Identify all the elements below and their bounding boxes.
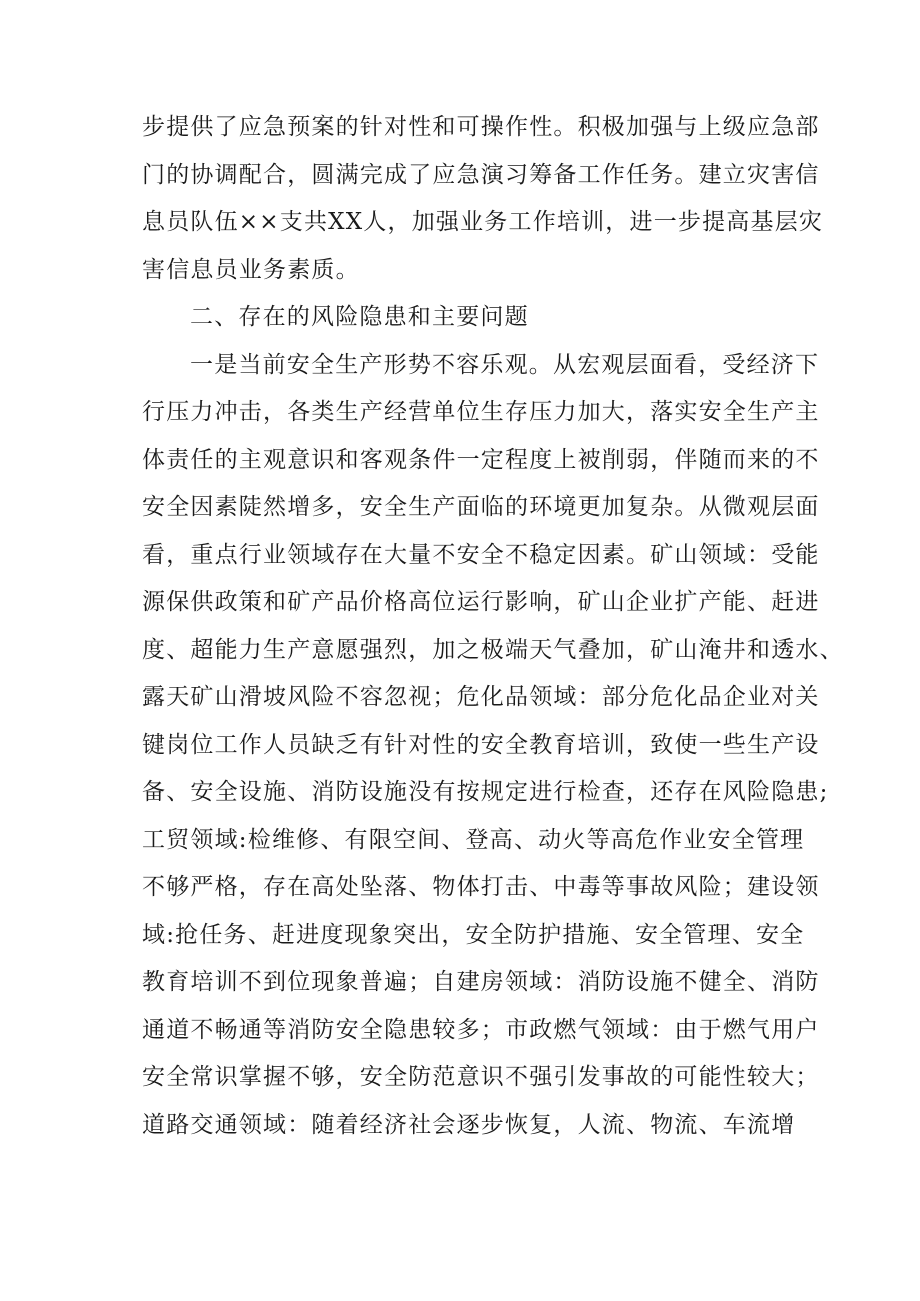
text-line: 体责任的主观意识和客观条件一定程度上被削弱，伴随而来的不 bbox=[142, 446, 820, 473]
section-heading: 二、存在的风险隐患和主要问题 bbox=[190, 304, 529, 330]
text-line: 息员队伍××支共XX人，加强业务工作培训，进一步提高基层灾 bbox=[142, 209, 824, 235]
paragraph-risks bbox=[142, 342, 844, 1150]
text-line: 域:抢任务、赶进度现象突出，安全防护措施、安全管理、安全 bbox=[142, 921, 805, 948]
text-line: 安全因素陡然增多，安全生产面临的环境更加复杂。从微观层面 bbox=[142, 494, 820, 520]
text-line: 门的协调配合，圆满完成了应急演习筹备工作任务。建立灾害信 bbox=[142, 161, 820, 188]
text-line: 度、超能力生产意愿强烈，加之极端天气叠加，矿山淹井和透水、 bbox=[142, 636, 844, 663]
text-line: 道路交通领域：随着经济社会逐步恢复，人流、物流、车流增 bbox=[142, 1111, 796, 1138]
text-line: 步提供了应急预案的针对性和可操作性。积极加强与上级应急部 bbox=[142, 114, 820, 140]
text-line: 教育培训不到位现象普遍；自建房领域：消防设施不健全、消防 bbox=[142, 969, 820, 995]
text-line: 安全常识掌握不够，安全防范意识不强引发事故的可能性较大； bbox=[142, 1064, 820, 1090]
text-line: 露天矿山滑坡风险不容忽视；危化品领域：部分危化品企业对关 bbox=[142, 684, 820, 710]
text-line: 害信息员业务素质。 bbox=[142, 256, 360, 283]
text-line: 看，重点行业领域存在大量不安全不稳定因素。矿山领域：受能 bbox=[142, 541, 820, 568]
text-line: 一是当前安全生产形势不容乐观。从宏观层面看，受经济下 bbox=[190, 351, 820, 378]
text-line: 源保供政策和矿产品价格高位运行影响，矿山企业扩产能、赶进 bbox=[142, 589, 820, 615]
text-line: 工贸领域:检维修、有限空间、登高、动火等高危作业安全管理 bbox=[142, 826, 805, 853]
document-body bbox=[142, 104, 844, 1149]
text-line: 键岗位工作人员缺乏有针对性的安全教育培训，致使一些生产设 bbox=[142, 731, 820, 758]
text-line: 备、安全设施、消防设施没有按规定进行检查，还存在风险隐患; bbox=[142, 779, 829, 805]
text-line: 通道不畅通等消防安全隐患较多；市政燃气领域：由于燃气用户 bbox=[142, 1016, 820, 1043]
text-line: 不够严格，存在高处坠落、物体打击、中毒等事故风险；建设领 bbox=[142, 874, 820, 900]
paragraph-continuation bbox=[142, 104, 824, 294]
text-line: 行压力冲击，各类生产经营单位生存压力加大，落实安全生产主 bbox=[142, 399, 820, 425]
